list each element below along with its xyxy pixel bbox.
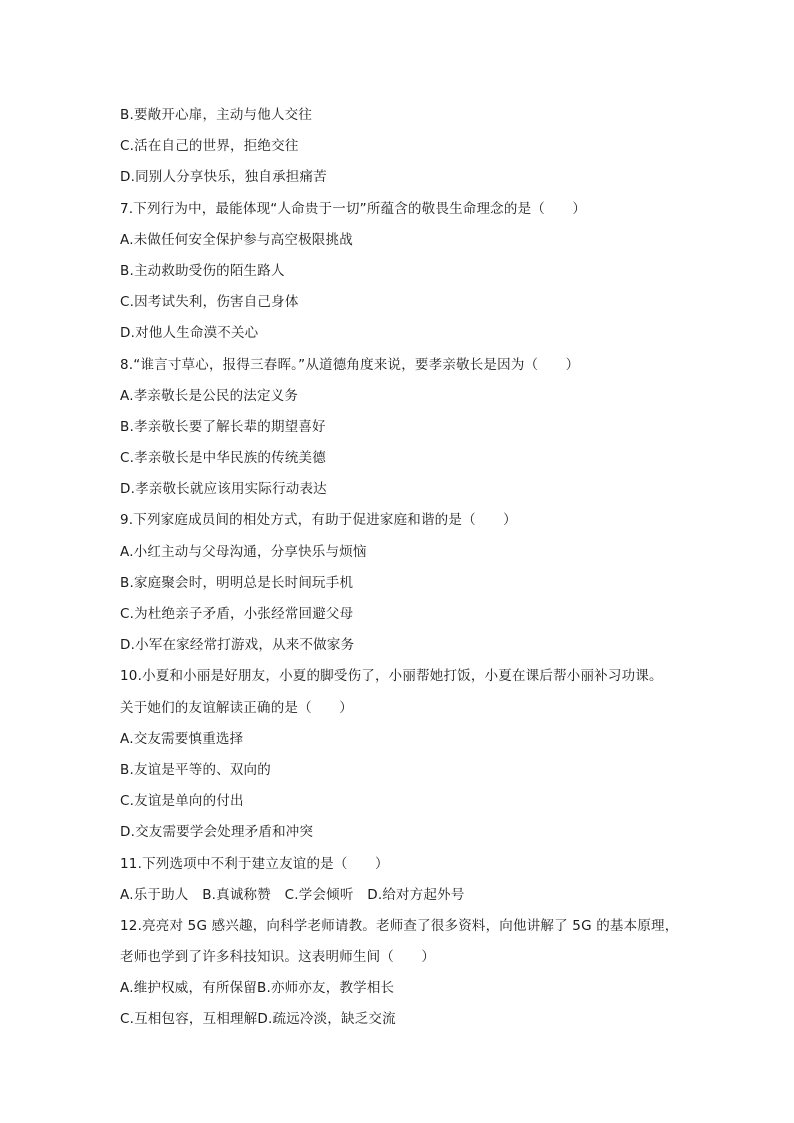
option-c-q10: C.友谊是单向的付出 bbox=[120, 793, 244, 810]
option-a-q7: A.未做任何安全保护参与高空极限挑战 bbox=[120, 231, 353, 248]
question-10-line-2: 关于她们的友谊解读正确的是（ ） bbox=[120, 699, 353, 716]
option-a-q10: A.交友需要慎重选择 bbox=[120, 730, 244, 747]
question-12-line-2: 老师也学到了许多科技知识。这表明师生间（ ） bbox=[120, 949, 436, 966]
question-8: 8.“谁言寸草心，报得三春晖。”从道德角度来说，要孝亲敬长是因为（ ） bbox=[120, 356, 580, 373]
question-7: 7.下列行为中，最能体现“人命贵于一切”所蕴含的敬畏生命理念的是（ ） bbox=[120, 200, 587, 217]
exam-page bbox=[120, 100, 700, 1036]
question-10-line-1: 10.小夏和小丽是好朋友，小夏的脚受伤了，小丽帮她打饭，小夏在课后帮小丽补习功课。 bbox=[120, 668, 663, 685]
option-c-q9: C.为杜绝亲子矛盾，小张经常回避父母 bbox=[120, 606, 354, 622]
option-b-q7: B.主动救助受伤的陌生路人 bbox=[120, 262, 285, 279]
option-c-q6: C.活在自己的世界，拒绝交往 bbox=[120, 138, 299, 155]
options-ab-q12: A.维护权威，有所保留B.亦师亦友，教学相长 bbox=[120, 980, 395, 997]
option-d-q9: D.小军在家经常打游戏，从来不做家务 bbox=[120, 637, 355, 654]
options-q11: A.乐于助人 B.真诚称赞 C.学会倾听 D.给对方起外号 bbox=[120, 886, 465, 903]
question-12-line-1: 12.亮亮对 5G 感兴趣，向科学老师请教。老师查了很多资料，向他讲解了 5G 的基本原理， bbox=[120, 917, 679, 934]
options-cd-q12: C.互相包容，互相理解D.疏远冷淡，缺乏交流 bbox=[120, 1011, 396, 1028]
option-c-q8: C.孝亲敬长是中华民族的传统美德 bbox=[120, 450, 326, 467]
option-b-q6: B.要敞开心扉，主动与他人交往 bbox=[120, 107, 313, 123]
option-d-q10: D.交友需要学会处理矛盾和冲突 bbox=[120, 824, 314, 841]
option-d-q7: D.对他人生命漠不关心 bbox=[120, 325, 259, 342]
option-d-q6: D.同别人分享快乐，独自承担痛苦 bbox=[120, 169, 327, 186]
option-b-q9: B.家庭聚会时，明明总是长时间玩手机 bbox=[120, 574, 354, 591]
option-d-q8: D.孝亲敬长就应该用实际行动表达 bbox=[120, 481, 327, 498]
question-11: 11.下列选项中不利于建立友谊的是（ ） bbox=[120, 855, 389, 872]
option-b-q10: B.友谊是平等的、双向的 bbox=[120, 761, 271, 778]
option-b-q8: B.孝亲敬长要了解长辈的期望喜好 bbox=[120, 418, 326, 435]
option-a-q8: A.孝亲敬长是公民的法定义务 bbox=[120, 387, 299, 404]
question-9: 9.下列家庭成员间的相处方式，有助于促进家庭和谐的是（ ） bbox=[120, 512, 517, 529]
option-c-q7: C.因考试失利，伤害自己身体 bbox=[120, 294, 299, 311]
option-a-q9: A.小红主动与父母沟通，分享快乐与烦恼 bbox=[120, 543, 367, 560]
